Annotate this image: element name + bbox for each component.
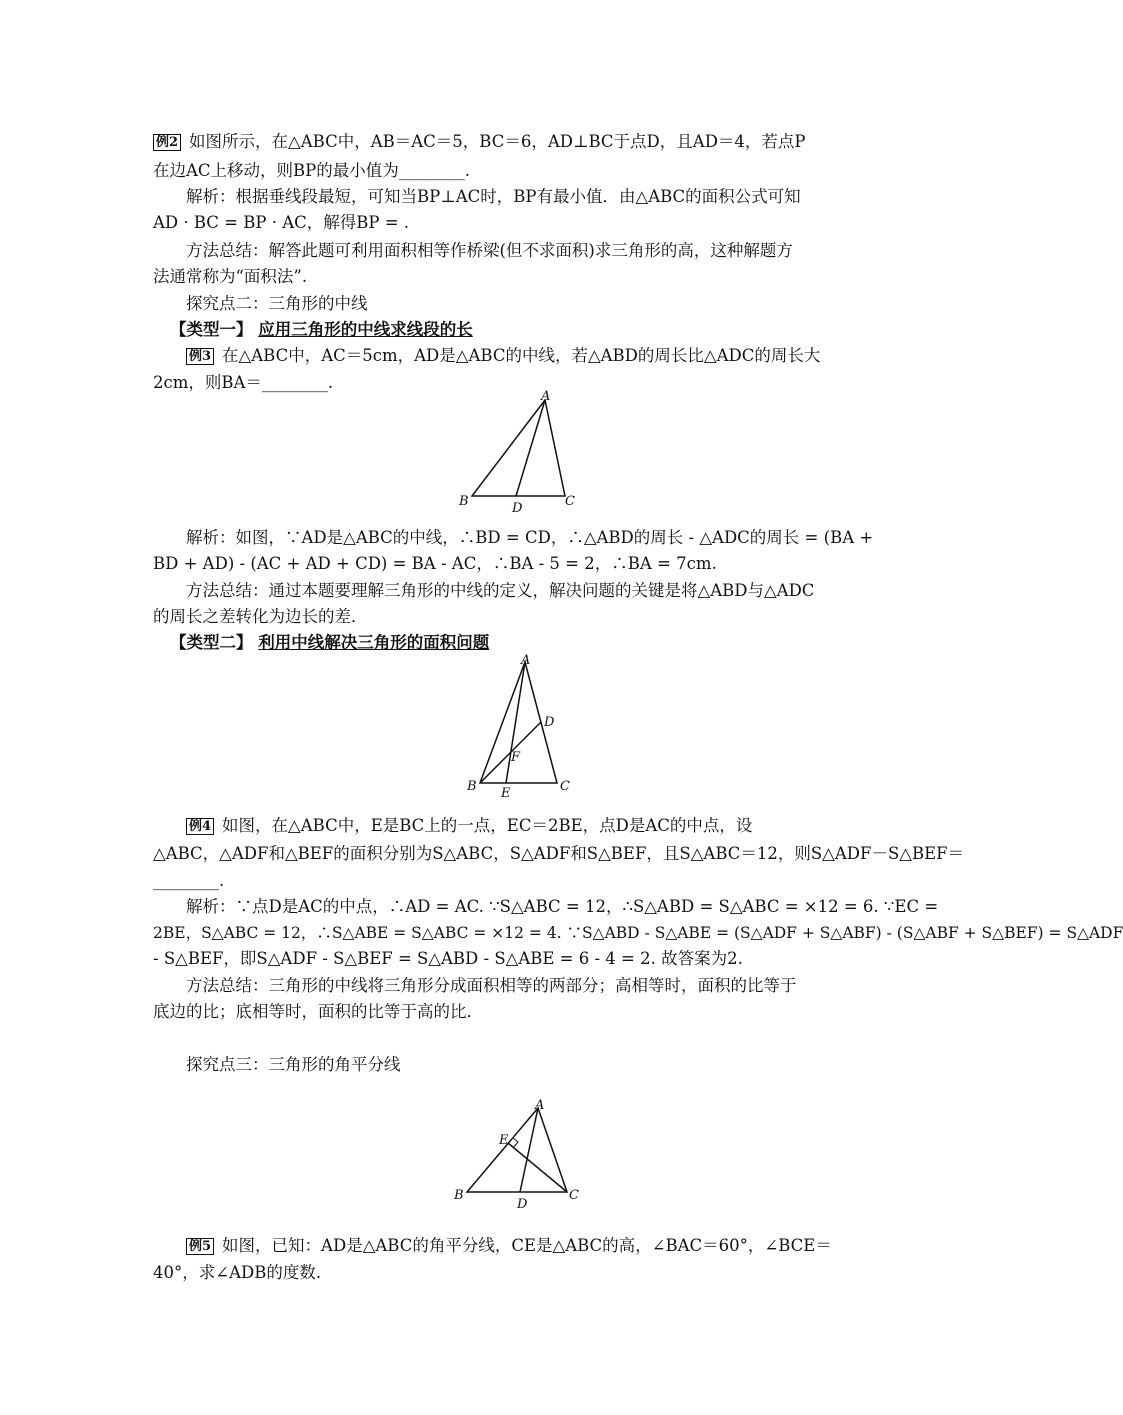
example-2-line-1	[153, 131, 853, 153]
label-d: D	[517, 1197, 528, 1212]
example-3-summary-1: 方法总结：通过本题要理解三角形的中线的定义，解决问题的关键是将△ABD与△ADC	[186, 581, 815, 600]
example-4-tag: 例4	[186, 818, 214, 835]
triangle-abc	[472, 400, 565, 496]
bisector-ad	[520, 1108, 538, 1192]
example-4-line-2: △ABC，△ADF和△BEF的面积分别为S△ABC，S△ADF和S△BEF，且S△ABC＝12，则S△ADF－S△BEF＝	[153, 844, 965, 863]
example-3-analysis-2: BD + AD) - (AC + AD + CD) = BA - AC，∴BA - 5 = 2，∴BA = 7cm.	[153, 554, 717, 573]
figure-area-triangle	[460, 650, 580, 800]
right-angle-mark	[513, 1138, 518, 1148]
example-2-analysis-2: AD · BC = BP · AC，解得BP = .	[153, 213, 410, 232]
explore-point-2: 探究点二：三角形的中线	[186, 294, 368, 313]
example-4-analysis-1: 解析：∵点D是AC的中点，∴AD = AC. ∵S△ABC = 12，∴S△ABD = S△ABC = ×12 = 6. ∵EC =	[186, 897, 939, 916]
example-5-text-1: 如图，已知：AD是△ABC的角平分线，CE是△ABC的高，∠BAC＝60°，∠BCE＝	[222, 1236, 832, 1255]
type-1-title: 应用三角形的中线求线段的长	[258, 320, 473, 339]
example-3-tag: 例3	[186, 348, 214, 365]
type-1-bracket: 【类型一】	[170, 320, 253, 339]
example-2-analysis-1: 解析：根据垂线段最短，可知当BP⊥AC时，BP有最小值．由△ABC的面积公式可知	[186, 187, 801, 206]
label-f: F	[511, 750, 521, 765]
label-c: C	[560, 779, 570, 794]
example-4-analysis-3: - S△BEF，即S△ADF - S△BEF = S△ABD - S△ABE = 6 - 4 = 2. 故答案为2.	[153, 949, 743, 968]
label-c: C	[565, 494, 575, 509]
label-d: D	[544, 715, 555, 730]
figure-bisector-triangle	[450, 1095, 600, 1215]
median-ad	[516, 400, 545, 496]
label-a: A	[541, 389, 551, 404]
label-c: C	[569, 1188, 579, 1203]
example-2-tag: 例2	[153, 134, 181, 151]
example-3-line-2: 2cm，则BA＝________.	[153, 373, 334, 392]
example-2-text-1: 如图所示，在△ABC中，AB＝AC＝5，BC＝6，AD⊥BC于点D，且AD＝4，若点P	[189, 132, 806, 151]
example-5-line-1	[186, 1235, 886, 1257]
label-b: B	[454, 1188, 464, 1203]
label-b: B	[467, 779, 477, 794]
label-e: E	[501, 786, 511, 801]
example-2-line-2: 在边AC上移动，则BP的最小值为________.	[153, 161, 471, 180]
example-5-line-2: 40°，求∠ADB的度数.	[153, 1263, 322, 1282]
type-2-bracket: 【类型二】	[170, 633, 253, 652]
example-4-text-1: 如图，在△ABC中，E是BC上的一点，EC＝2BE，点D是AC的中点，设	[222, 816, 753, 835]
type-2-title: 利用中线解决三角形的面积问题	[258, 633, 490, 652]
label-e: E	[499, 1133, 509, 1148]
example-3-analysis-1: 解析：如图，∵AD是△ABC的中线，∴BD = CD，∴△ABD的周长 - △ADC的周长 = (BA +	[186, 528, 874, 547]
label-d: D	[512, 501, 523, 516]
example-4-line-3: ________.	[153, 871, 225, 890]
example-3-line-1	[186, 345, 886, 367]
example-3-summary-2: 的周长之差转化为边长的差．	[153, 607, 368, 626]
example-4-summary-1: 方法总结：三角形的中线将三角形分成面积相等的两部分；高相等时，面积的比等于	[186, 976, 797, 995]
type-1-heading	[170, 319, 870, 341]
example-4-summary-2: 底边的比；底相等时，面积的比等于高的比．	[153, 1002, 483, 1021]
example-4-line-1	[186, 815, 886, 837]
label-a: A	[535, 1098, 545, 1113]
explore-point-3: 探究点三：三角形的角平分线	[186, 1055, 401, 1074]
example-5-tag: 例5	[186, 1238, 214, 1255]
example-3-text-1: 在△ABC中，AC＝5cm，AD是△ABC的中线，若△ABD的周长比△ADC的周长大	[222, 346, 821, 365]
example-4-analysis-2: 2BE，S△ABC = 12，∴S△ABE = S△ABC = ×12 = 4. ∵S△ABD - S△ABE = (S△ADF + S△ABF) - (S△ABF + S△BEF) = S△ADF	[153, 924, 1123, 942]
example-2-summary-2: 法通常称为“面积法”.	[153, 267, 308, 286]
figure-median-triangle	[450, 388, 600, 518]
example-2-summary-1: 方法总结：解答此题可利用面积相等作桥梁(但不求面积)求三角形的高，这种解题方	[186, 241, 793, 260]
label-a: A	[521, 653, 531, 668]
label-b: B	[459, 494, 469, 509]
